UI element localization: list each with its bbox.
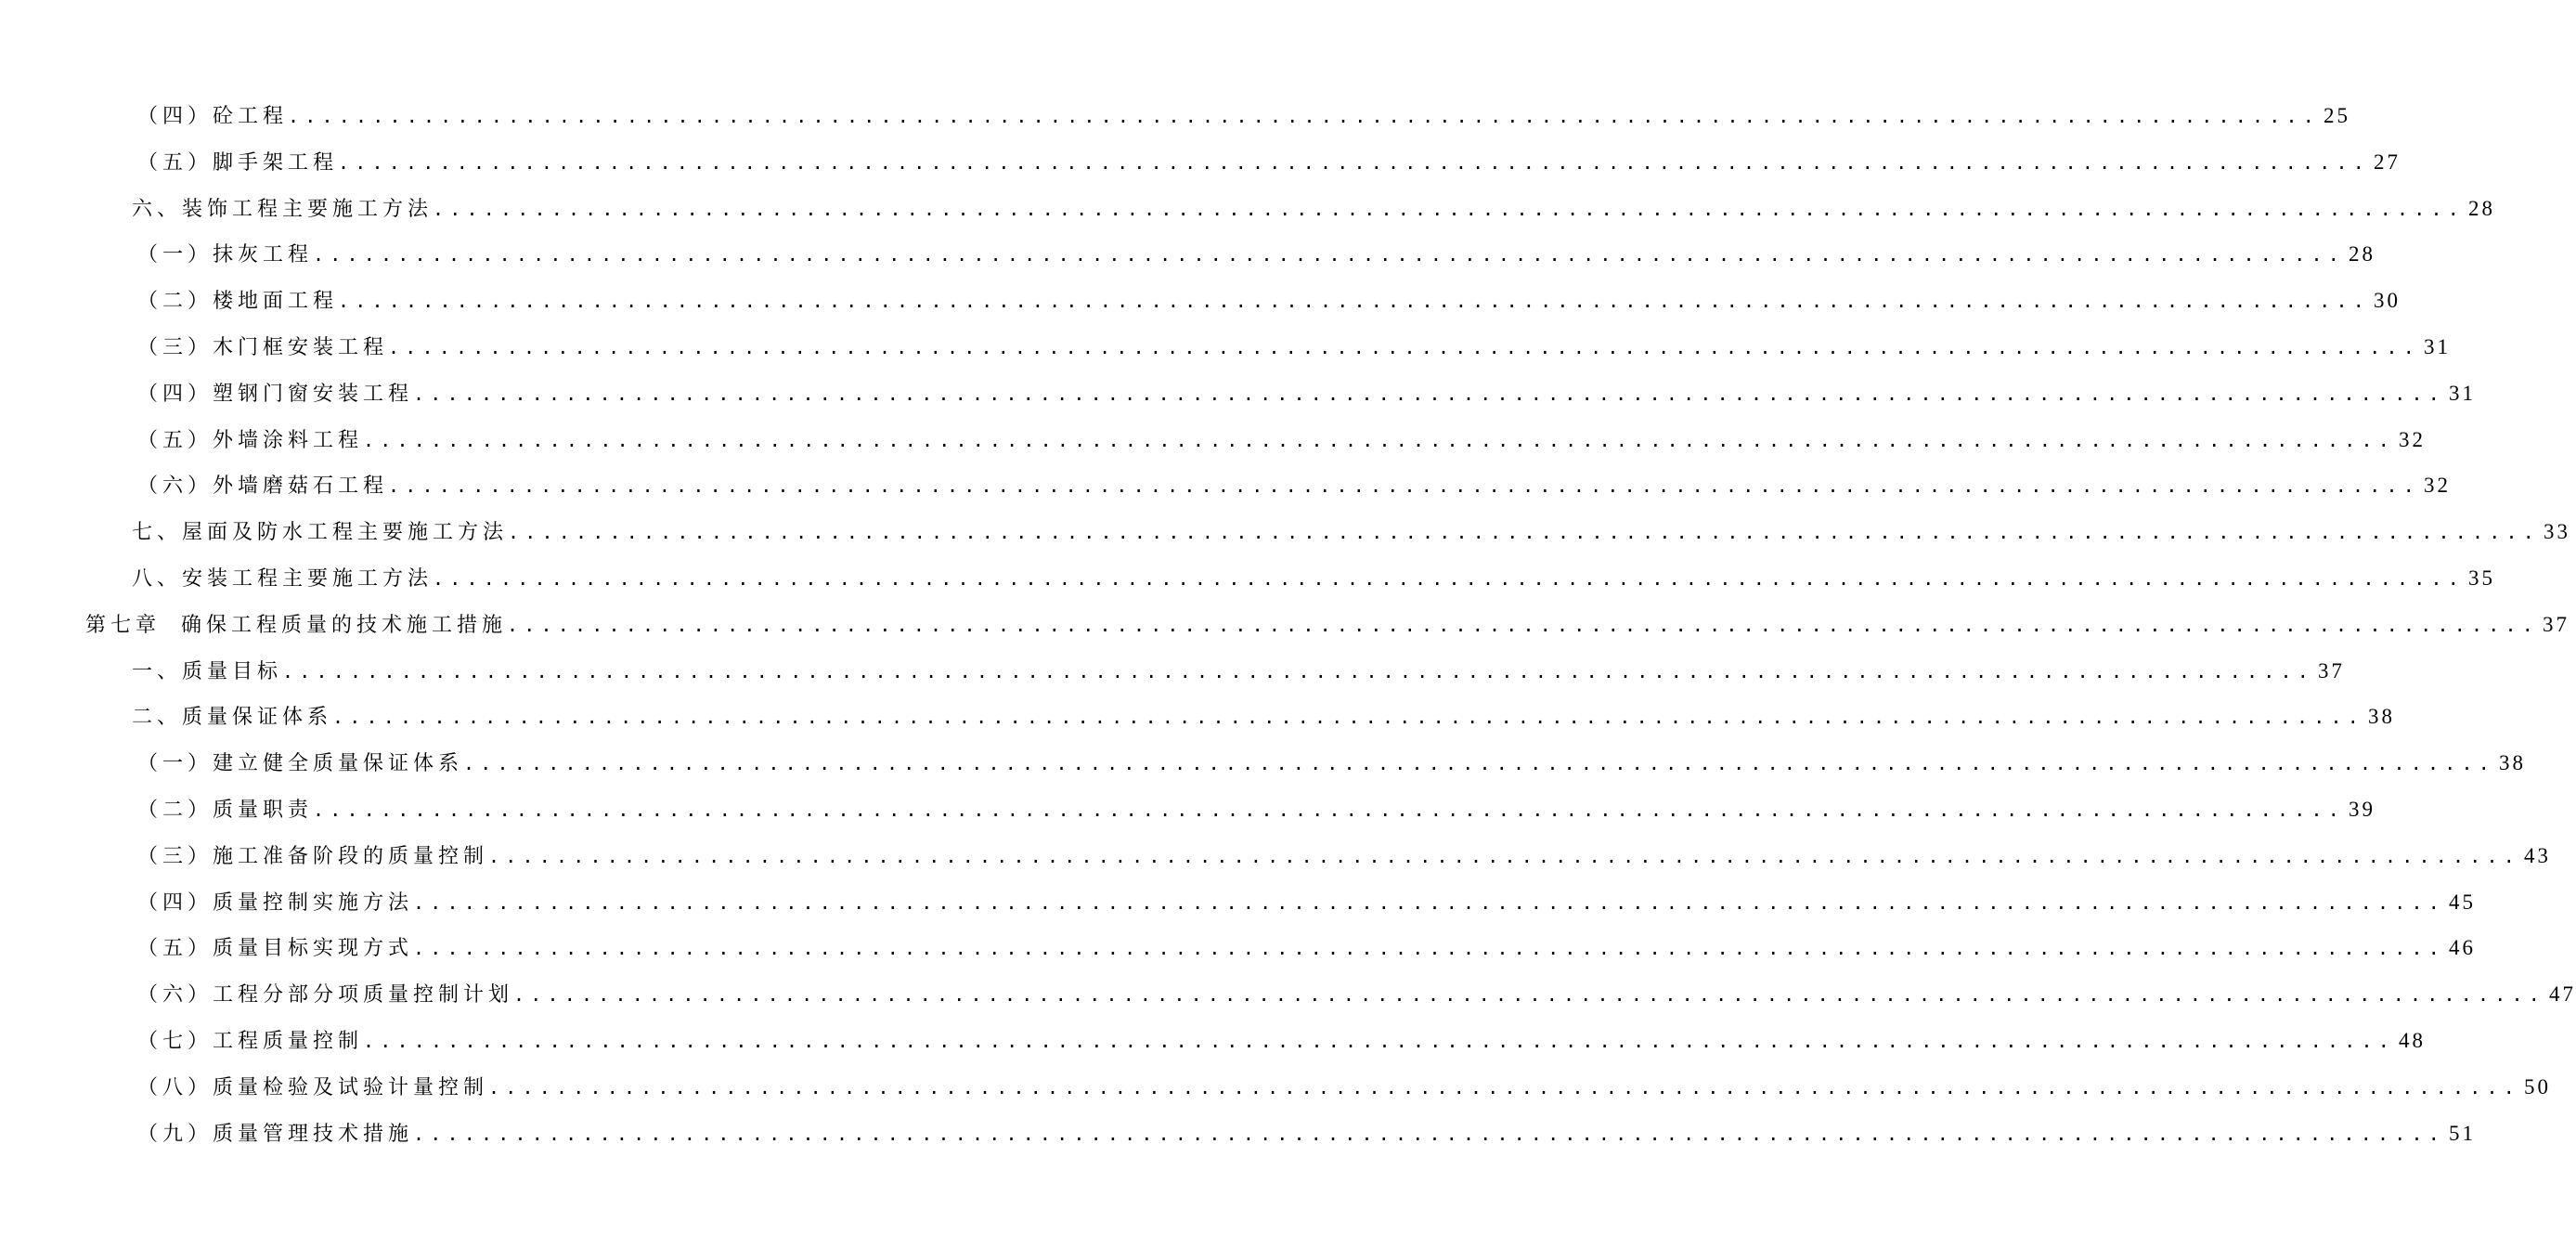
toc-entry-title: [85, 607, 507, 644]
toc-leader-dots: ........................................................................................................................: [488, 844, 2520, 867]
toc-leader-dots: ........................................................................................................................: [332, 706, 2364, 729]
toc-entry-title: 六、装饰工程主要施工方法: [132, 197, 434, 221]
toc-entry[interactable]: [137, 838, 2551, 875]
toc-page-number: 50: [2523, 1074, 2551, 1098]
toc-page-number: 31: [2423, 335, 2451, 358]
toc-leader-dots: ........................................................................................................................: [338, 150, 2370, 174]
toc-chapter-number: 第七章: [85, 613, 162, 637]
toc-entry[interactable]: [137, 745, 2526, 782]
toc-leader-dots: ........................................................................................................................: [488, 1075, 2520, 1098]
toc-entry[interactable]: [137, 236, 2375, 273]
toc-page-number: 48: [2398, 1029, 2426, 1052]
toc-entry-title: 七、屋面及防水工程主要施工方法: [132, 521, 509, 545]
toc-leader-dots: ........................................................................................................................: [282, 659, 2314, 682]
toc-page-number: 38: [2367, 705, 2395, 729]
toc-entry-title: （六）外墙磨菇石工程: [137, 474, 389, 499]
toc-entry[interactable]: [132, 190, 2495, 228]
toc-entry-title: （二）楼地面工程: [137, 290, 339, 314]
toc-entry[interactable]: [137, 1069, 2551, 1106]
toc-entry-title: （二）质量职责: [137, 799, 314, 822]
toc-leader-dots: ........................................................................................................................: [433, 197, 2465, 220]
toc-entry-title: 一、质量目标: [132, 659, 283, 683]
toc-entry-title: （五）质量目标实现方式: [137, 937, 414, 961]
toc-entry[interactable]: [137, 884, 2476, 921]
toc-entry[interactable]: [132, 653, 2345, 690]
toc-leader-dots: ........................................................................................................................: [413, 1122, 2445, 1145]
toc-page-number: 33: [2543, 520, 2570, 544]
toc-entry[interactable]: [137, 1022, 2426, 1060]
toc-page-number: 37: [2317, 658, 2345, 682]
toc-page-number: 28: [2467, 196, 2495, 220]
toc-page-number: 47: [2548, 982, 2576, 1007]
toc-leader-dots: ........................................................................................................................: [433, 567, 2465, 590]
toc-entry-title: （三）木门框安装工程: [137, 336, 389, 359]
toc-leader-dots: ........................................................................................................................: [463, 752, 2495, 775]
toc-entry[interactable]: [137, 282, 2401, 319]
toc-entry[interactable]: [137, 144, 2401, 181]
toc-leader-dots: ........................................................................................................................: [388, 474, 2420, 498]
toc-leader-dots: ........................................................................................................................: [508, 521, 2540, 544]
toc-entry-title: （一）抹灰工程: [137, 243, 314, 267]
toc-leader-dots: ........................................................................................................................: [363, 428, 2395, 451]
toc-leader-dots: ........................................................................................................................: [313, 799, 2345, 821]
toc-page-number: 37: [2542, 612, 2570, 636]
toc-leader-dots: ........................................................................................................................: [288, 105, 2320, 127]
toc-leader-dots: ........................................................................................................................: [413, 890, 2445, 914]
toc-page-number: 46: [2448, 936, 2476, 960]
toc-entry-title: （四）砼工程: [137, 105, 289, 128]
toc-entry-title: 八、安装工程主要施工方法: [132, 567, 434, 591]
toc-page-number: 32: [2398, 427, 2426, 451]
toc-leader-dots: ........................................................................................................................: [388, 336, 2420, 358]
toc-chapter-title: 确保工程质量的技术施工措施: [181, 613, 508, 637]
toc-entry[interactable]: [132, 560, 2495, 597]
toc-entry[interactable]: [132, 514, 2570, 551]
toc-page-number: 38: [2498, 751, 2526, 775]
toc-entry[interactable]: [137, 791, 2375, 828]
toc-page-number: 30: [2373, 289, 2401, 313]
toc-page-number: 27: [2373, 150, 2401, 174]
toc-entry-title: （三）施工准备阶段的质量控制: [137, 844, 489, 868]
toc-entry-title: （七）工程质量控制: [137, 1030, 364, 1053]
toc-entry-title: （六）工程分部分项质量控制计划: [137, 983, 514, 1008]
toc-page-number: 39: [2348, 798, 2375, 821]
toc-entry-title: （四）塑钢门窗安装工程: [137, 382, 414, 406]
toc-leader-dots: ........................................................................................................................: [507, 613, 2539, 636]
toc-page-number: 31: [2448, 381, 2476, 405]
toc-leader-dots: ........................................................................................................................: [513, 983, 2545, 1007]
toc-entry-title: （一）建立健全质量保证体系: [137, 752, 464, 776]
toc-entry-title: （五）外墙涂料工程: [137, 428, 364, 452]
toc-entry[interactable]: [137, 467, 2451, 504]
toc-entry-title: （八）质量检验及试验计量控制: [137, 1075, 489, 1099]
toc-entry[interactable]: [85, 606, 2570, 644]
toc-leader-dots: ........................................................................................................................: [363, 1030, 2395, 1052]
toc-entry[interactable]: [137, 976, 2576, 1013]
toc-entry-title: （九）质量管理技术措施: [137, 1122, 414, 1146]
toc-leader-dots: ........................................................................................................................: [413, 382, 2445, 405]
toc-entry[interactable]: [132, 698, 2395, 735]
toc-leader-dots: ........................................................................................................................: [413, 937, 2445, 960]
toc-page-number: 28: [2348, 242, 2375, 266]
toc-entry[interactable]: [137, 1115, 2476, 1152]
toc-page-number: 25: [2323, 104, 2350, 127]
toc-entry[interactable]: [137, 375, 2476, 412]
toc-leader-dots: ........................................................................................................................: [338, 290, 2370, 313]
toc-page-number: 32: [2423, 474, 2451, 498]
toc-entry-title: 二、质量保证体系: [132, 706, 333, 730]
toc-entry[interactable]: [137, 422, 2426, 459]
toc-page-number: 43: [2523, 843, 2551, 867]
toc-page-number: 45: [2448, 890, 2476, 914]
toc-page-number: 51: [2448, 1121, 2476, 1145]
toc-entry-title: （四）质量控制实施方法: [137, 890, 414, 915]
toc-entry-title: （五）脚手架工程: [137, 150, 339, 175]
toc-entry[interactable]: [137, 98, 2350, 135]
toc-entry[interactable]: [137, 329, 2451, 366]
toc-entry[interactable]: [137, 930, 2476, 967]
toc-leader-dots: ........................................................................................................................: [313, 243, 2345, 266]
toc-page-number: 35: [2467, 566, 2495, 590]
